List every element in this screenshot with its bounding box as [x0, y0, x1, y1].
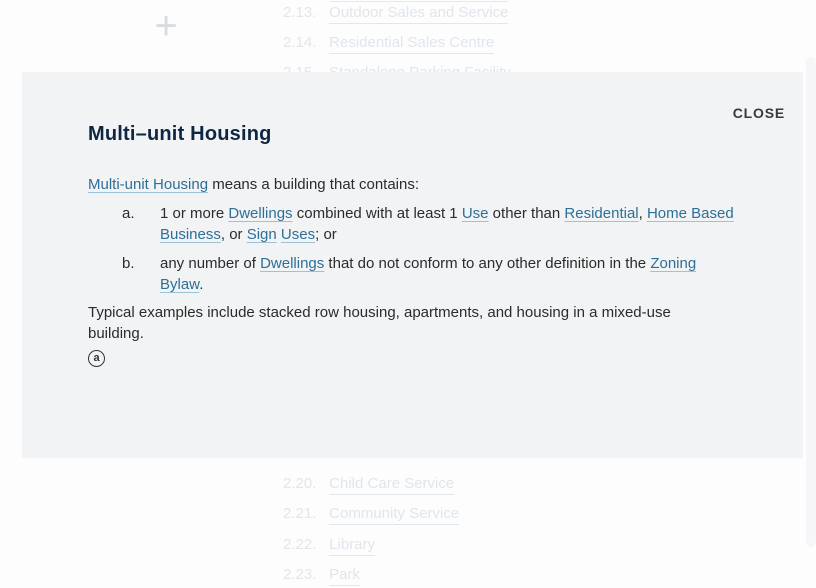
definition-item-text	[160, 203, 740, 245]
definition-modal	[22, 72, 803, 458]
toc-link-child-care-service[interactable]: Child Care Service	[329, 475, 454, 495]
list-marker: a.	[122, 205, 135, 222]
list-marker: b.	[122, 255, 135, 272]
toc-link-community-service[interactable]: Community Service	[329, 505, 459, 525]
typical-examples-text: Typical examples include stacked row housing, apartments, and housing in a mixed-use building.	[88, 304, 671, 342]
toc-link-library[interactable]: Library	[329, 536, 375, 556]
toc-row	[283, 534, 375, 555]
modal-body	[88, 174, 743, 367]
toc-number: 2.20.	[283, 475, 317, 492]
toc-row	[283, 564, 360, 585]
text-run: combined with at least 1	[292, 205, 462, 222]
definition-link[interactable]: Home Based Business	[160, 205, 734, 243]
definition-link[interactable]: Dwellings	[228, 205, 293, 222]
definition-list	[88, 203, 743, 295]
modal-title: Multi–unit Housing	[88, 123, 272, 145]
definition-link[interactable]: Sign	[246, 226, 277, 243]
toc-link-park[interactable]: Park	[329, 566, 360, 586]
text-run: means a building that contains:	[208, 176, 420, 193]
toc-number: 2.22.	[283, 536, 317, 553]
definition-link[interactable]: Multi-unit Housing	[88, 176, 209, 193]
definition-link[interactable]: Residential	[564, 205, 639, 222]
text-run: .	[199, 276, 204, 293]
definition-link[interactable]: Use	[461, 205, 489, 222]
close-button[interactable]: CLOSE	[732, 105, 785, 121]
toc-number: 2.14.	[283, 34, 317, 51]
text-run: any number of	[160, 255, 261, 272]
expand-plus-icon[interactable]: +	[154, 4, 178, 48]
text-run: that do not conform to any other definition in the	[324, 255, 651, 272]
toc-number: 2.21.	[283, 505, 317, 522]
toc-number: 2.13.	[283, 4, 317, 21]
scrollbar-track[interactable]	[806, 57, 816, 547]
text-run: , or	[220, 226, 247, 243]
toc-row	[283, 503, 459, 524]
definition-item-a	[88, 203, 743, 245]
text-run: ; or	[315, 226, 337, 243]
toc-link-residential-sales-centre[interactable]: Residential Sales Centre	[329, 34, 494, 54]
definition-item-b	[88, 253, 743, 295]
definition-intro	[88, 174, 708, 195]
text-run: 1 or more	[160, 205, 229, 222]
text-run: ,	[638, 205, 647, 222]
circled-a-icon: a	[88, 350, 105, 367]
definition-link[interactable]: Dwellings	[260, 255, 325, 272]
toc-row	[283, 2, 508, 23]
definition-link[interactable]: Zoning Bylaw	[160, 255, 697, 293]
definition-item-text	[160, 253, 740, 295]
toc-row	[283, 473, 454, 494]
definition-link[interactable]: Uses	[280, 226, 316, 243]
text-run: other than	[488, 205, 565, 222]
toc-number: 2.23.	[283, 566, 317, 583]
toc-link-outdoor-sales-and-service[interactable]: Outdoor Sales and Service	[329, 4, 508, 24]
toc-row	[283, 32, 494, 53]
